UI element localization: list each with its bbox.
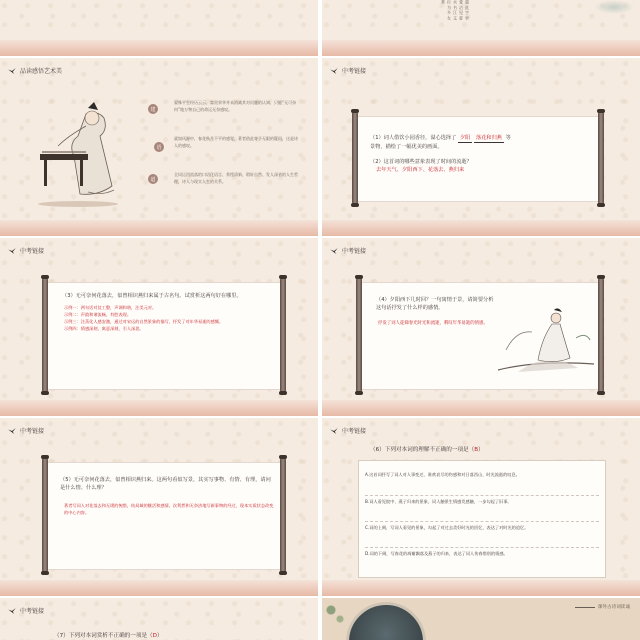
scroll-rod-right [598, 112, 604, 204]
bottom-band [322, 400, 640, 416]
slide-exam-3 [0, 238, 318, 416]
example-item: 示例三：注蒸化人感安激，通过对宋远的自然景象的描写，抒发了对年华易逝的感慨。 [64, 319, 224, 324]
answer-5: 著者写词人对花落去和无缓的惋惜，结局域的继活和感情。次利然和无奈济地写新事物的经过，现本实质状态改变的中心内容。 [64, 503, 274, 515]
example-item: 示例四：情感深刻，寓意深刻，引人深思。 [64, 326, 144, 331]
header-title: 中考链接 [342, 248, 367, 255]
round-frame [346, 602, 426, 640]
pavilion-icon: 道 [148, 174, 158, 184]
option-d: D.词的下阕，写春花的凋谢飘落及燕子的归来，表达了词人伤春惜别的情感。 [365, 547, 599, 557]
answer-7: D [152, 633, 157, 639]
bottom-band [322, 40, 640, 56]
paragraph-3: 全词运用流落的口语化语言、养悭清新、瑕轩自然、发人深省的人生哲理，诗人与现实人生的关系。 [174, 172, 298, 184]
slide-header [8, 426, 44, 435]
scroll-rod-right [280, 278, 286, 392]
lady-illustration [498, 290, 594, 380]
slide-header [330, 426, 366, 435]
bottom-band [0, 580, 318, 596]
bottom-band [322, 580, 640, 596]
slide-exam-5 [0, 418, 318, 596]
swallow-icon [330, 68, 338, 74]
swallow-icon [330, 248, 338, 254]
vertical-poem-text: 風 此 字 更 愛 沾 见 夏 水 书 江 文 位 为 多 女 香 [441, 0, 470, 20]
section-label: 课外古诗词读诵 [597, 605, 630, 610]
slide-header [8, 66, 62, 75]
examples-list [64, 304, 276, 332]
example-item: 示例二：声韵和谐流畅，有腔表现。 [64, 312, 132, 317]
swallow-icon [8, 428, 16, 434]
slide-header [8, 246, 44, 255]
header-title: 中考链接 [20, 428, 45, 435]
slide-header [8, 606, 44, 615]
slide-exam-1-2 [322, 58, 640, 236]
slide-header [330, 66, 366, 75]
header-title: 中考链接 [342, 68, 367, 75]
paragraph-2: 就如风源中，春花秋月不平的感觉，著者借此寄予无限的疑问，这是诗人的感叹。 [174, 136, 298, 148]
header-title: 中考链接 [20, 248, 45, 255]
slide-appreciation [0, 58, 318, 236]
bottom-band [0, 400, 318, 416]
slide-2 [322, 0, 640, 56]
bottom-band [0, 220, 318, 236]
bottom-band [0, 40, 318, 56]
paragraph-1: 晏殊平生经历云云、富贵荣华并未消减其对问题的认知，只能“无可奈何”地万物自己的命运无奈感叹。 [174, 100, 297, 112]
slide-exam-6 [322, 418, 640, 596]
swallow-icon [8, 68, 16, 74]
swallow-icon [330, 428, 338, 434]
option-b: B.词人看见院中、燕子归来的景象，词人触景生情感发感触，一步勾起了旧事。 [365, 495, 599, 505]
question-4: （4）夕阳西下几时回？一句寓情于景，请简要分析这句话抒发了什么样的感情。 [376, 297, 494, 311]
plum-branch [322, 598, 352, 628]
header-title: 品读感悟艺术美 [20, 68, 63, 75]
scholar-illustration [28, 96, 138, 208]
swallow-icon [8, 248, 16, 254]
question-3: （3）无可奈何花落去，似曾相识燕归来属于古名句。试赏析这两句好在哪里。 [62, 293, 242, 299]
option-c: C.词的上阕，写词人看见的景象，勾起了对过去美好时光的回忆，表达了对时光的追忆。 [365, 521, 599, 531]
answer-6: B [474, 447, 479, 453]
header-title: 中考链接 [20, 608, 45, 615]
example-item: 示例一：两句话对仗工整，声调和谐，注美元对。 [64, 305, 157, 310]
swallow-icon [8, 608, 16, 614]
question-5: （5）无可奈何花落去，似曾相识燕归来。这两句看似写景，其实写事物、有情、有理，请问是什么情、什么理？ [60, 477, 271, 491]
answer-4: 抒发了词人徒娣春光时光和流逝，喟叹年华易逝的情感。 [378, 321, 488, 326]
slide-exam-7 [0, 598, 318, 640]
slide-1 [0, 0, 318, 56]
question-7: （7）下列对本词赏析不正确的一项是（D） [54, 633, 163, 639]
slide-header [330, 246, 366, 255]
scroll-rod-right [598, 278, 604, 392]
question-1: （1）词人借饮小园香径，溢心选择了 夕阳 落花和归燕 等 景物，描绘了一幅优美的画面。 [370, 135, 511, 150]
answer-blank-2: 落花和归燕 [476, 135, 502, 141]
option-a: A.这首词抒写了词人对人事变迁、谁欢哀尽的伤感和对日落西山、时光流逝的叹息。 [365, 472, 520, 477]
bottom-band [322, 220, 640, 236]
ink-decoration [594, 0, 634, 14]
question-2: （2）这首词的哪些意象表现了时间的流逝？ [370, 159, 472, 165]
options-box [358, 460, 606, 578]
slide-extra-reading [322, 598, 640, 640]
slide-exam-4 [322, 238, 640, 416]
tower-icon: 建 [148, 104, 158, 114]
header-title: 中考链接 [342, 428, 367, 435]
scroll-rod-right [280, 458, 286, 572]
answer-2: 去年天气、夕阳西下、花落去、燕归来 [376, 167, 465, 173]
answer-blank-1: 夕阳 [459, 135, 471, 141]
question-6: （6）下列对本词的理解不正确的一项是（B） [370, 447, 484, 453]
speech-icon: 语 [154, 142, 164, 152]
